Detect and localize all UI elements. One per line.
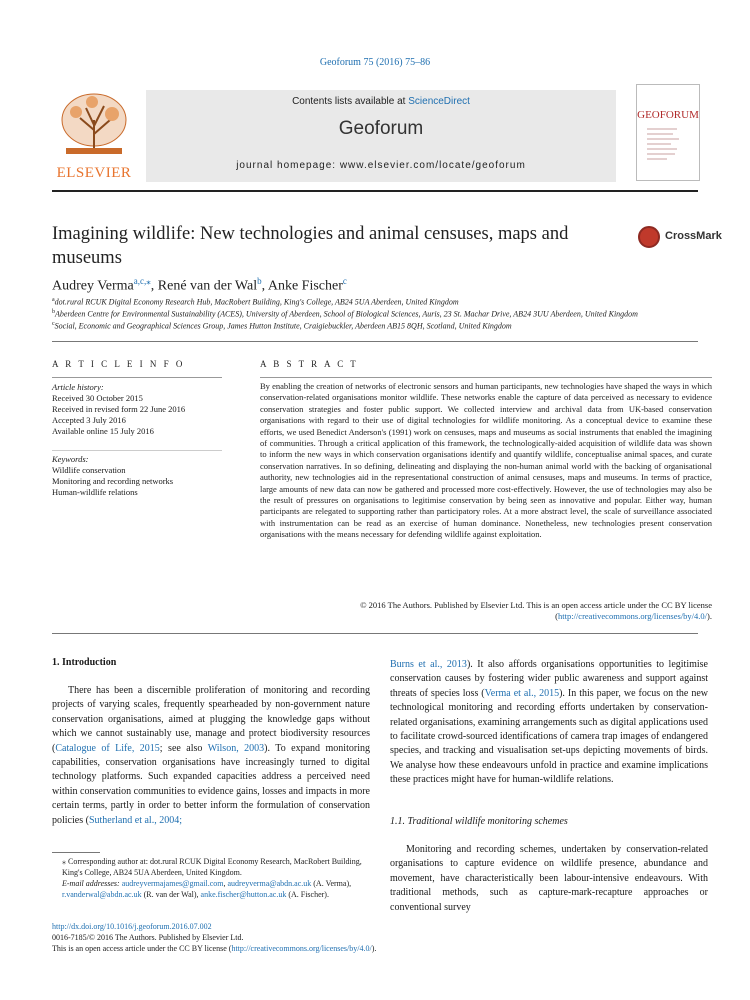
affiliation-mark: c [52, 321, 55, 327]
doi-link[interactable]: http://dx.doi.org/10.1016/j.geoforum.2016.07.002 [52, 922, 212, 931]
history-label: Article history: [52, 382, 104, 392]
keywords-label: Keywords: [52, 454, 89, 464]
affiliation-text: Social, Economic and Geographical Sciences Group, James Hutton Institute, Craigiebuckler, Aberdeen AB15 8QH, Scotland, United Kingdom [54, 321, 512, 331]
article-title: Imagining wildlife: New technologies and animal censuses, maps and museums [52, 224, 569, 268]
affiliation-a [52, 297, 712, 307]
abstract-heading: A B S T R A C T [260, 359, 359, 369]
corresponding-author-footnote [52, 856, 374, 900]
journal-banner [146, 90, 616, 182]
affiliation-text: dot.rural RCUK Digital Economy Research Hub, MacRobert Building, King's College, AB24 5UA Aberdeen, United Kingdom [54, 297, 459, 307]
author-separator: , [261, 278, 268, 294]
body-text: There has been a discernible proliferation of monitoring and recording projects of varying scales, frequently spearheaded by non-government nature conservation organisations, aimed at plugging the knowledge gaps without which we cannot sustainably use, manage and protect biodiversity resources ( [52, 685, 370, 754]
homepage-link[interactable]: www.elsevier.com/locate/geoforum [339, 160, 526, 171]
abstract-copyright [260, 600, 712, 623]
footnote-divider [52, 852, 100, 853]
author-affiliation-mark[interactable]: c [342, 276, 347, 286]
copyright-suffix: ). [707, 611, 712, 622]
email-note: (A. Fischer). [288, 890, 329, 899]
author-name[interactable]: René van der Wal [157, 278, 258, 294]
intro-paragraph-1 [52, 684, 370, 828]
abstract-end-divider [52, 633, 698, 634]
affiliation-mark: b [52, 309, 55, 315]
cover-text-lines-icon [637, 125, 699, 175]
history-item: Received in revised form 22 June 2016 [52, 404, 186, 414]
crossmark-icon [638, 226, 660, 248]
author-name[interactable]: Audrey Verma [52, 278, 134, 294]
cover-title: GEOFORUM [637, 109, 699, 121]
subsection-heading: 1.1. Traditional wildlife monitoring schemes [390, 816, 568, 827]
affiliation-b [52, 309, 712, 319]
sciencedirect-link[interactable]: ScienceDirect [408, 96, 470, 107]
email-note: (A. Verma), [313, 879, 352, 888]
citation-link[interactable]: Verma et al., 2015 [484, 687, 560, 699]
abstract-divider [260, 377, 712, 378]
affiliation-divider [52, 341, 698, 342]
history-item: Accepted 3 July 2016 [52, 415, 126, 425]
email-label: E-mail addresses: [62, 879, 120, 888]
journal-title: Geoforum [338, 118, 424, 139]
citation-link[interactable]: Burns et al., 2013 [390, 659, 467, 670]
corresponding-note: ⁎ Corresponding author at: dot.rural RCUK Digital Economy Research, MacRobert Building, King's College, AB24 5UA Aberdeen, United Kingdom. [62, 857, 362, 877]
section-heading-introduction: 1. Introduction [52, 657, 117, 668]
keywords-divider [52, 450, 222, 451]
email-link[interactable]: r.vanderwal@abdn.ac.uk [62, 890, 142, 899]
body-text: ). To expand monitoring capabilities, conservation organisations have increasingly turned to digital technology platforms. Such expanded capacities address a perceived need within conservation communities to evidence gains, losses and impacts in more certain terms, partly in order to better inform the formulation of conservation policies ( [52, 742, 370, 826]
history-item: Received 30 October 2015 [52, 393, 143, 403]
email-link[interactable]: anke.fischer@hutton.ac.uk [200, 890, 287, 899]
email-addresses: E-mail addresses: audreyvermajames@gmail.com, audreyverma@abdn.ac.uk (A. Verma), r.vanderwal@abdn.ac.uk (R. van der Wal), anke.fischer@hutton.ac.uk (A. Fischer). [62, 879, 352, 899]
email-link[interactable]: audreyverma@abdn.ac.uk [227, 879, 312, 888]
license-link[interactable]: http://creativecommons.org/licenses/by/4.0/ [231, 944, 372, 953]
homepage-prefix: journal homepage: [236, 160, 340, 171]
citation-link[interactable]: Sutherland et al., 2004; [88, 814, 182, 826]
keyword-item: Human-wildlife relations [52, 487, 138, 497]
affiliation-text: Aberdeen Centre for Environmental Sustainability (ACES), University of Aberdeen, School of Biological Sciences, Auris, 23 St. Machar Drive, AB24 3UU Aberdeen, United Kingdom [55, 309, 638, 319]
author-affiliation-mark[interactable]: b [257, 276, 262, 286]
elsevier-logo[interactable] [52, 90, 136, 182]
subsection-paragraph: Monitoring and recording schemes, undertaken by conservation-related organisations to capture evidence on wildlife presence, abundance and movement, have characteristically been labour-intensive endeavours. With traditional methods, such as capture-mark-recapture approaches or conventional survey [390, 844, 708, 913]
intro-paragraph-1-continued [390, 658, 708, 788]
header-divider [52, 190, 698, 192]
journal-homepage-line [146, 160, 616, 171]
license-prefix: This is an open access article under the CC BY license ( [52, 944, 232, 953]
keywords-list [52, 454, 232, 498]
contents-line [146, 96, 616, 107]
article-history [52, 382, 232, 437]
email-link[interactable]: audreyvermajames@gmail.com [121, 879, 224, 888]
abstract-text: By enabling the creation of networks of electronic sensors and human participants, new technologies have shaped the ways in which conservation-related organisations monitor wildlife. These networks enable the capture of data perceived as necessary to evidence conservation strategies and foster public support. We collected interview and archival data from UK-based conservation organisations with regard to their use of digital technologies for wildlife monitoring. As a conceptual device to examine these efforts, we used Benedict Anderson's (1991) work on censuses, maps and museums as social instruments that enabled the imagining of communities. Through a critical application of this framework, the technologically-aided acquisition of wildlife data was shown to inform the new ways in which conservation organisations identify and quantify wildlife, conceptualise animal spaces, and curate conservation narratives. In so defining, delineating and displaying the non-human animal world with the backing of organisational authority, new technologies aid in the representational construction of animal censuses, maps and museums. In terms of practice, large amounts of new data can now be gathered and processed more cost-effectively. However, the use of technologies may also be the result of pressures on organisations to legitimise conservation by being seen as innovative and popular. Either way, human participants are relegated to supporting rather than participatory roles. At a more abstract level, the scale of surveillance associated with instrumentation can be read as an exercise of human dominance. Nonetheless, new technologies present conservation organisations with the means necessary for defending wildlife against exploitation. [260, 381, 712, 540]
author-separator: , [150, 278, 158, 294]
issn-line: 0016-7185/© 2016 The Authors. Published by Elsevier Ltd. [52, 933, 244, 942]
bottom-identifiers [52, 921, 702, 954]
crossmark-label: CrossMark [665, 230, 722, 242]
copyright-prefix: © 2016 The Authors. Published by Elsevier Ltd. This is an open access article under the CC BY license ( [360, 600, 712, 622]
body-text: ). In this paper, we focus on the new technological monitoring and recording efforts undertaken by conservation-related organisations, examining arrangements such as digital applications used to facilitate crowd-sourced identifications of camera trap images of endangered species, and tracking and visualisation set-ups depicting movements of birds. We analyse how these endeavours unfold in practice and examine implications these practices might have for human-wildlife relations. [390, 687, 708, 786]
license-suffix: ). [371, 944, 377, 953]
keyword-item: Wildlife conservation [52, 465, 126, 475]
journal-cover-thumbnail[interactable] [636, 84, 700, 181]
contents-prefix: Contents lists available at [292, 96, 409, 107]
article-info-divider [52, 377, 222, 378]
author-affiliation-mark[interactable]: a,c,⁎ [133, 276, 151, 286]
author-name[interactable]: Anke Fischer [267, 278, 343, 294]
citation-link[interactable]: Wilson, 2003 [207, 742, 265, 754]
history-item: Available online 15 July 2016 [52, 426, 154, 436]
affiliation-mark: a [52, 297, 55, 303]
author-list [52, 276, 702, 295]
body-text: ). It also affords organisations opportunities to legitimise conservation causes by fostering wider public awareness and support against threats of species loss ( [390, 659, 708, 699]
elsevier-tree-icon [52, 90, 136, 164]
affiliation-c [52, 321, 712, 331]
license-link[interactable]: http://creativecommons.org/licenses/by/4.0/ [557, 611, 708, 622]
elsevier-wordmark: ELSEVIER [56, 165, 132, 181]
journal-header [52, 84, 698, 184]
email-note: (R. van der Wal), [143, 890, 199, 899]
citation-link[interactable]: Catalogue of Life, 2015 [55, 742, 160, 754]
body-text: ; see also [159, 742, 208, 754]
keyword-item: Monitoring and recording networks [52, 476, 174, 486]
article-info-heading: A R T I C L E I N F O [52, 359, 185, 369]
license-line [52, 943, 702, 954]
crossmark-badge[interactable] [638, 226, 728, 250]
journal-reference-link[interactable]: Geoforum 75 (2016) 75–86 [319, 57, 431, 68]
